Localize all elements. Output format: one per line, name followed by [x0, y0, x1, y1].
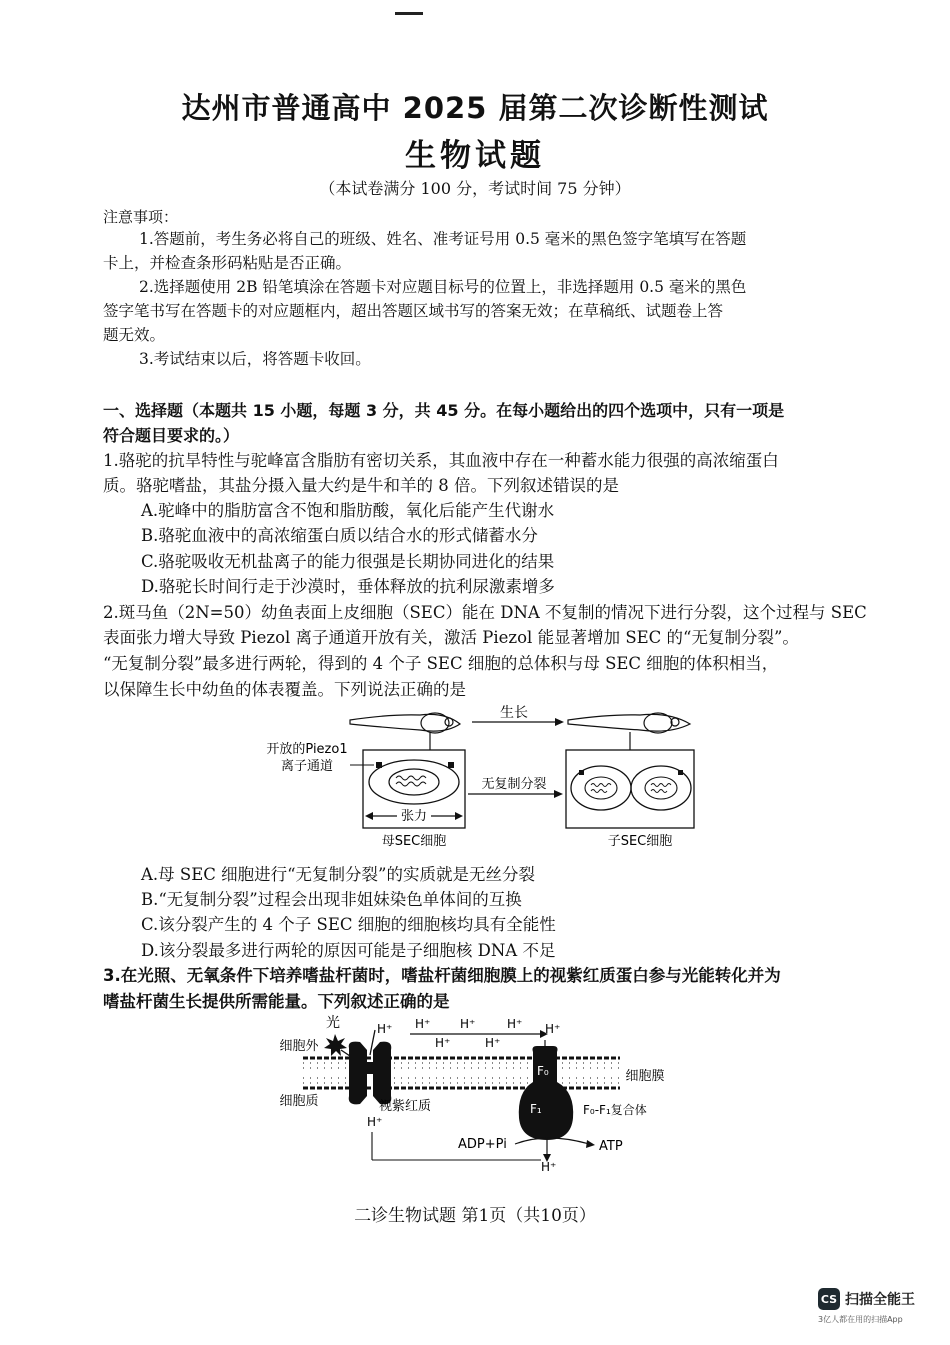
adp-label: ADP+Pi — [458, 1137, 507, 1152]
channel-label-1: 开放的Piezo1 — [266, 742, 348, 757]
mother-nucleus — [389, 769, 439, 795]
section-1-line-a: 一、选择题（本题共 15 小题，每题 3 分，共 45 分。在每小题给出的四个选项中，只有一项是 — [103, 401, 785, 420]
h-label-2: H⁺ — [415, 1017, 431, 1031]
note-1b: 卡上，并检查条形码粘贴是否正确。 — [103, 254, 352, 272]
q1-option-d: D.骆驼长时间行走于沙漠时，垂体释放的抗利尿激素增多 — [141, 577, 555, 596]
daughter-label: 子SEC细胞 — [607, 834, 673, 849]
f1-label: F₁ — [530, 1102, 542, 1116]
rhodopsin-label: 视紫红质 — [379, 1099, 432, 1114]
tension-arrow-right — [455, 812, 463, 820]
q3-stem-2: 嗜盐杆菌生长提供所需能量。下列叙述正确的是 — [103, 992, 450, 1011]
scan-mark — [395, 12, 423, 15]
tension-arrow-left — [365, 812, 373, 820]
q1-option-a: A.驼峰中的脂肪富含不饱和脂肪酸，氧化后能产生代谢水 — [141, 501, 555, 520]
q2-stem-1: 2.斑马鱼（2N=50）幼鱼表面上皮细胞（SEC）能在 DNA 不复制的情况下进行分裂，这个过程与 SEC — [103, 603, 867, 622]
daughter-nucleus-1 — [585, 777, 617, 799]
sec-division-diagram — [250, 700, 710, 855]
growth-label: 生长 — [500, 705, 528, 721]
note-2b: 签字笔书写在答题卡的对应题框内，超出答题区域书写的答案无效；在草稿纸、试题卷上答 — [103, 302, 724, 320]
piezo-channel-1 — [376, 762, 382, 768]
q2-option-d: D.该分裂最多进行两轮的原因可能是子细胞核 DNA 不足 — [141, 941, 556, 960]
q2-option-a: A.母 SEC 细胞进行“无复制分裂”的实质就是无丝分裂 — [141, 865, 535, 884]
rhodopsin-left — [349, 1042, 367, 1105]
growth-arrowhead — [555, 718, 564, 726]
tension-label: 张力 — [400, 809, 428, 824]
scanner-badge — [818, 1288, 915, 1325]
cytoplasm-label: 细胞质 — [279, 1094, 319, 1109]
atp-arrowhead — [586, 1140, 595, 1148]
q2-option-b: B.“无复制分裂”过程会出现非姐妹染色单体间的互换 — [141, 890, 522, 909]
scanner-logo-text: CS — [820, 1292, 838, 1306]
notes-heading: 注意事项： — [103, 208, 179, 226]
daughter-nucleus-2 — [645, 777, 677, 799]
q1-stem-2: 质。骆驼嗜盐，其盐分摄入量大约是牛和羊的 8 倍。下列叙述错误的是 — [103, 476, 619, 495]
channel-label-2: 离子通道 — [280, 759, 334, 774]
note-2a: 2.选择题使用 2B 铅笔填涂在答题卡对应题目标号的位置上，非选择题用 0.5 毫米的黑色 — [139, 278, 747, 296]
h-label-5: H⁺ — [435, 1036, 451, 1050]
daughter-channel-1 — [579, 770, 584, 775]
q1-option-c: C.骆驼吸收无机盐离子的能力很强是长期协同进化的结果 — [141, 552, 555, 571]
daughter-channel-2 — [678, 770, 683, 775]
section-1-line-b: 符合题目要求的。） — [103, 426, 240, 445]
q1-stem-1: 1.骆驼的抗旱特性与驼峰富含脂肪有密切关系，其血液中存在一种蓄水能力很强的高浓缩蛋白 — [103, 451, 779, 470]
h-label-7: H⁺ — [545, 1022, 561, 1036]
rhodopsin-right — [373, 1042, 391, 1105]
light-star-icon — [324, 1034, 347, 1056]
complex-label: F₀-F₁复合体 — [583, 1103, 647, 1117]
membrane-label: 细胞膜 — [625, 1069, 665, 1084]
h-label-1: H⁺ — [377, 1022, 393, 1036]
h-label-4: H⁺ — [507, 1017, 523, 1031]
note-2c: 题无效。 — [103, 326, 166, 344]
q2-stem-2: 表面张力增大导致 Piezol 离子通道开放有关，激活 Piezol 能显著增加 SEC 的“无复制分裂”。 — [103, 628, 799, 647]
mother-dna — [396, 776, 426, 786]
q2-option-c: C.该分裂产生的 4 个子 SEC 细胞的细胞核均具有全能性 — [141, 915, 556, 934]
atp-label: ATP — [599, 1139, 623, 1154]
q2-stem-4: 以保障生长中幼鱼的体表覆盖。下列说法正确的是 — [103, 680, 466, 699]
fish-left — [350, 713, 460, 750]
f0f1-complex — [519, 1046, 573, 1140]
daughter-dna-2 — [651, 784, 671, 793]
fish-right — [568, 713, 690, 750]
h-label-8: H⁺ — [541, 1160, 557, 1172]
h-label-9: H⁺ — [367, 1115, 383, 1129]
scanner-slogan: 3亿人都在用的扫描App — [818, 1315, 903, 1324]
scanner-logo-icon — [818, 1288, 840, 1310]
rhodopsin-diagram — [275, 1010, 715, 1172]
scanner-name: 扫描全能王 — [845, 1292, 915, 1308]
page-footer: 二诊生物试题 第1页（共10页） — [354, 1206, 596, 1226]
outside-label: 细胞外 — [279, 1039, 319, 1054]
division-label: 无复制分裂 — [481, 777, 547, 792]
h-label-3: H⁺ — [460, 1017, 476, 1031]
q3-stem-1: 3.在光照、无氧条件下培养嗜盐杆菌时，嗜盐杆菌细胞膜上的视紫红质蛋白参与光能转化并为 — [103, 966, 781, 985]
exam-title: 达州市普通高中 2025 届第二次诊断性测试 — [181, 91, 769, 125]
light-label: 光 — [326, 1015, 340, 1031]
note-3: 3.考试结束以后，将答题卡收回。 — [139, 350, 371, 368]
q2-stem-3: “无复制分裂”最多进行两轮，得到的 4 个子 SEC 细胞的总体积与母 SEC 细胞的体积相当， — [103, 654, 779, 673]
q1-option-b: B.骆驼血液中的高浓缩蛋白质以结合水的形式储蓄水分 — [141, 526, 538, 545]
piezo-channel-2 — [448, 762, 454, 768]
h-label-6: H⁺ — [485, 1036, 501, 1050]
note-1a: 1.答题前，考生务必将自己的班级、姓名、准考证号用 0.5 毫米的黑色签字笔填写在答题 — [139, 230, 747, 248]
division-arrowhead — [554, 790, 563, 798]
mother-label: 母SEC细胞 — [381, 834, 447, 849]
daughter-dna-1 — [591, 784, 611, 793]
mother-cell — [369, 760, 459, 804]
rhodopsin-center — [365, 1062, 375, 1074]
f0-label: F₀ — [537, 1064, 549, 1078]
subject-title: 生物试题 — [405, 138, 545, 174]
exam-info: （本试卷满分 100 分，考试时间 75 分钟） — [319, 179, 631, 198]
